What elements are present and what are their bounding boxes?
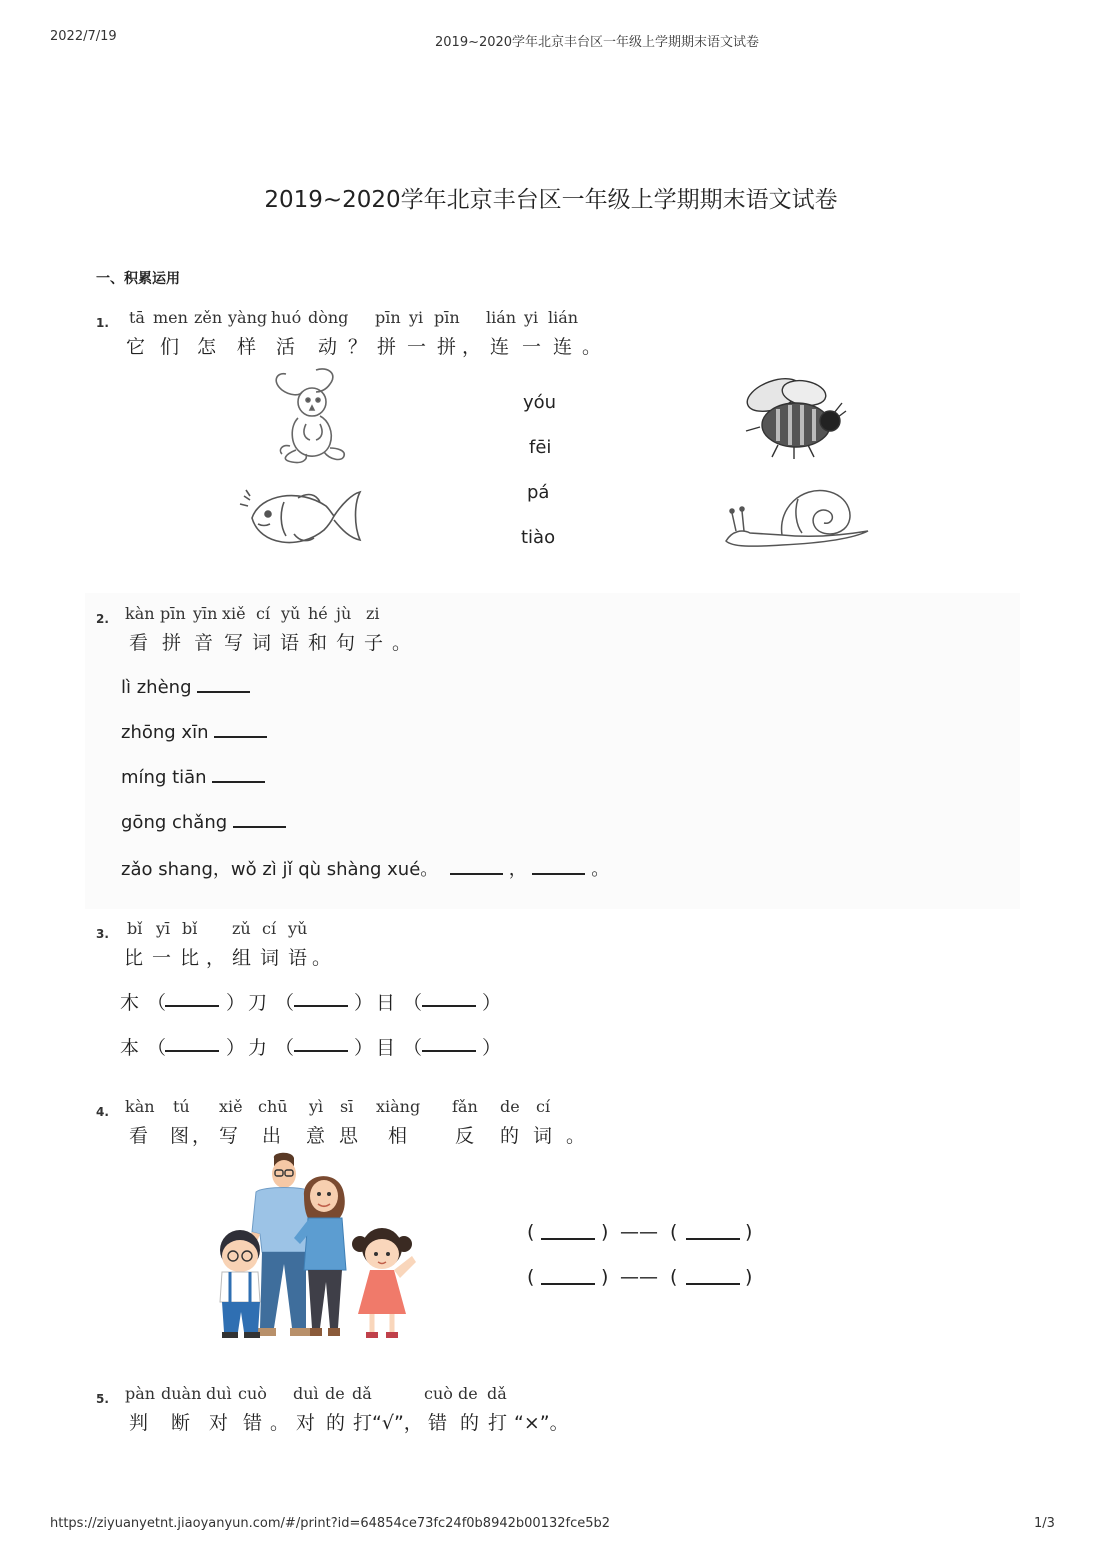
pinyin: kàn xyxy=(125,1097,155,1116)
open-paren: （ xyxy=(275,1037,295,1059)
hanzi: 和 xyxy=(308,632,328,654)
hanzi: 句 xyxy=(336,632,356,654)
word-tiao: tiào xyxy=(521,527,556,548)
hanzi: “×”。 xyxy=(514,1412,569,1434)
pinyin: dǎ xyxy=(487,1384,507,1403)
answer-blank[interactable] xyxy=(541,1222,595,1240)
boy-figure xyxy=(220,1230,260,1338)
hanzi: 对 xyxy=(296,1412,316,1434)
open-paren: ( xyxy=(527,1266,535,1288)
close-paren: ） xyxy=(354,992,374,1014)
hanzi: 一 xyxy=(152,947,172,969)
hanzi: 拼 xyxy=(437,336,457,358)
girl-figure xyxy=(352,1228,416,1338)
close-paren: ） xyxy=(354,1037,374,1059)
question-number: 2. xyxy=(96,612,109,626)
answer-blank[interactable] xyxy=(197,675,250,693)
hanzi: 。 xyxy=(312,947,332,969)
pinyin: duàn xyxy=(161,1384,202,1403)
pinyin: cí xyxy=(262,919,277,938)
hanzi: 对 xyxy=(209,1412,229,1434)
hanzi: 的 xyxy=(500,1125,520,1147)
hanzi: 子 xyxy=(364,632,384,654)
open-paren: ( xyxy=(670,1266,678,1288)
pinyin: tā xyxy=(129,308,145,327)
character: 木 xyxy=(120,992,140,1014)
answer-blank[interactable] xyxy=(686,1267,740,1285)
answer-blank[interactable] xyxy=(214,720,267,738)
hanzi: 看 xyxy=(129,1125,149,1147)
print-date: 2022/7/19 xyxy=(50,29,117,44)
word-fei: fēi xyxy=(529,437,552,458)
hanzi: 一 xyxy=(407,336,427,358)
answer-blank[interactable] xyxy=(233,810,286,828)
page-number: 1/3 xyxy=(1034,1516,1055,1531)
pinyin: kàn xyxy=(125,604,155,623)
print-url: https://ziyuanyetnt.jiaoyanyun.com/#/print?id=64854ce73fc24f0b8942b00132fce5b2 xyxy=(50,1516,611,1531)
character: 刀 xyxy=(248,992,268,1014)
print-doc-title: 2019~2020学年北京丰台区一年级上学期期末语文试卷 xyxy=(435,35,760,50)
close-paren: ) xyxy=(601,1221,609,1243)
pinyin: pīn xyxy=(375,308,401,327)
pinyin: yi xyxy=(524,308,539,327)
pinyin: duì xyxy=(206,1384,232,1403)
pinyin: yǔ xyxy=(281,604,301,623)
hanzi: 样 xyxy=(237,336,257,358)
pinyin: de xyxy=(500,1097,520,1116)
hanzi: 看 xyxy=(129,632,149,654)
pinyin: pīn xyxy=(160,604,186,623)
question-number: 3. xyxy=(96,927,109,941)
question-number: 4. xyxy=(96,1105,109,1119)
pinyin: hé xyxy=(308,604,328,623)
answer-blank[interactable] xyxy=(422,1034,476,1052)
sentence-item: zǎo shang，wǒ zì jǐ qù shàng xué。 ， 。 xyxy=(121,859,610,880)
hanzi: 语 xyxy=(288,947,308,969)
open-paren: ( xyxy=(670,1221,678,1243)
hanzi: “√”， xyxy=(372,1412,423,1434)
pinyin: men xyxy=(153,308,188,327)
answer-blank[interactable] xyxy=(450,857,503,875)
pinyin: xiě xyxy=(219,1097,243,1116)
hanzi: 的 xyxy=(326,1412,346,1434)
pinyin: dǎ xyxy=(352,1384,372,1403)
pinyin: pīn xyxy=(434,308,460,327)
hanzi: 图 xyxy=(170,1125,190,1147)
pinyin: xiě xyxy=(222,604,246,623)
close-paren: ) xyxy=(745,1221,753,1243)
hanzi: 比 xyxy=(180,947,200,969)
open-paren: ( xyxy=(527,1221,535,1243)
question-number: 5. xyxy=(96,1392,109,1406)
page-title: 2019~2020学年北京丰台区一年级上学期期末语文试卷 xyxy=(264,187,838,213)
hanzi: 写 xyxy=(219,1125,239,1147)
hanzi: 一 xyxy=(522,336,542,358)
hanzi: 。 xyxy=(582,336,602,358)
section-heading: 一、积累运用 xyxy=(96,271,180,287)
hanzi: 反 xyxy=(455,1125,475,1147)
hanzi: ， xyxy=(206,947,226,969)
hanzi: 连 xyxy=(553,336,573,358)
answer-blank[interactable] xyxy=(686,1222,740,1240)
hanzi: 。 xyxy=(566,1125,586,1147)
pinyin: pàn xyxy=(125,1384,156,1403)
close-paren: ） xyxy=(226,1037,246,1059)
hanzi: 思 xyxy=(339,1125,359,1147)
close-paren: ） xyxy=(482,1037,502,1059)
pinyin: zǔ xyxy=(232,919,251,938)
open-paren: （ xyxy=(147,992,167,1014)
pinyin: zěn xyxy=(194,308,223,327)
hanzi: 打 xyxy=(488,1412,508,1434)
word-you: yóu xyxy=(523,392,557,413)
pinyin-item: lì zhèng xyxy=(121,675,250,698)
pinyin: duì xyxy=(293,1384,319,1403)
answer-blank[interactable] xyxy=(212,765,265,783)
hanzi: 音 xyxy=(194,632,214,654)
hanzi: 语 xyxy=(280,632,300,654)
hanzi: 拼 xyxy=(162,632,182,654)
word-pa: pá xyxy=(527,482,550,503)
character: 力 xyxy=(248,1037,268,1059)
dash: —— xyxy=(620,1266,658,1288)
hanzi: 的 xyxy=(460,1412,480,1434)
snail-picture xyxy=(722,485,872,551)
hanzi: 错 xyxy=(243,1412,263,1434)
answer-blank[interactable] xyxy=(532,857,585,875)
pinyin: xiàng xyxy=(376,1097,421,1116)
character: 本 xyxy=(120,1037,140,1059)
hanzi: ， xyxy=(462,336,482,358)
hanzi: 连 xyxy=(490,336,510,358)
pinyin: cuò xyxy=(238,1384,267,1403)
hanzi: 错 xyxy=(428,1412,448,1434)
hanzi: 相 xyxy=(388,1125,408,1147)
pinyin-item: gōng chǎng xyxy=(121,810,286,833)
pinyin-item: míng tiān xyxy=(121,765,265,788)
answer-blank[interactable] xyxy=(294,1034,348,1052)
pinyin: de xyxy=(458,1384,478,1403)
pinyin: yàng xyxy=(228,308,268,327)
hanzi: 。 xyxy=(270,1412,290,1434)
pinyin: chū xyxy=(258,1097,288,1116)
hanzi: 打 xyxy=(353,1412,373,1434)
hanzi: 活 xyxy=(276,336,296,358)
pinyin: yīn xyxy=(193,604,218,623)
pinyin-item: zhōng xīn xyxy=(121,720,267,743)
hanzi: 出 xyxy=(262,1125,282,1147)
hanzi: 动 xyxy=(318,336,338,358)
hanzi: 怎 xyxy=(197,336,217,358)
pinyin: bǐ xyxy=(127,919,143,938)
dash: —— xyxy=(620,1221,658,1243)
pinyin: cí xyxy=(536,1097,551,1116)
character: 目 xyxy=(376,1037,396,1059)
pinyin: cí xyxy=(256,604,271,623)
open-paren: （ xyxy=(147,1037,167,1059)
pinyin: sī xyxy=(340,1097,354,1116)
pinyin: cuò xyxy=(424,1384,453,1403)
pinyin: bǐ xyxy=(182,919,198,938)
pinyin: yi xyxy=(409,308,424,327)
rabbit-picture xyxy=(268,366,356,466)
answer-blank[interactable] xyxy=(165,1034,219,1052)
answer-blank[interactable] xyxy=(294,989,348,1007)
answer-blank[interactable] xyxy=(422,989,476,1007)
hanzi: 比 xyxy=(124,947,144,969)
pinyin: zi xyxy=(366,604,380,623)
character: 日 xyxy=(376,992,396,1014)
bee-picture xyxy=(738,373,848,463)
hanzi: ？ xyxy=(348,336,368,358)
pinyin: jù xyxy=(336,604,352,623)
hanzi: 写 xyxy=(224,632,244,654)
hanzi: 们 xyxy=(160,336,180,358)
hanzi: 它 xyxy=(126,336,146,358)
hanzi: 词 xyxy=(533,1125,553,1147)
hanzi: 词 xyxy=(260,947,280,969)
hanzi: 。 xyxy=(392,632,412,654)
open-paren: （ xyxy=(403,992,423,1014)
open-paren: （ xyxy=(403,1037,423,1059)
hanzi: 断 xyxy=(171,1412,191,1434)
family-picture xyxy=(212,1152,424,1342)
pinyin: yì xyxy=(309,1097,324,1116)
pinyin: lián xyxy=(548,308,579,327)
pinyin: dòng xyxy=(308,308,349,327)
close-paren: ) xyxy=(601,1266,609,1288)
hanzi: 组 xyxy=(232,947,252,969)
hanzi: 词 xyxy=(252,632,272,654)
pinyin: lián xyxy=(486,308,517,327)
answer-blank[interactable] xyxy=(541,1267,595,1285)
hanzi: 意 xyxy=(306,1125,326,1147)
pinyin: huó xyxy=(271,308,302,327)
pinyin: de xyxy=(325,1384,345,1403)
pinyin: tú xyxy=(173,1097,190,1116)
hanzi: ， xyxy=(192,1125,212,1147)
pinyin: fǎn xyxy=(452,1097,478,1116)
pinyin: yǔ xyxy=(288,919,308,938)
pinyin: yī xyxy=(156,919,171,938)
answer-blank[interactable] xyxy=(165,989,219,1007)
fish-picture xyxy=(238,484,364,556)
close-paren: ） xyxy=(482,992,502,1014)
hanzi: 判 xyxy=(129,1412,149,1434)
hanzi: 拼 xyxy=(377,336,397,358)
open-paren: （ xyxy=(275,992,295,1014)
question-number: 1. xyxy=(96,316,109,330)
close-paren: ） xyxy=(226,992,246,1014)
close-paren: ) xyxy=(745,1266,753,1288)
